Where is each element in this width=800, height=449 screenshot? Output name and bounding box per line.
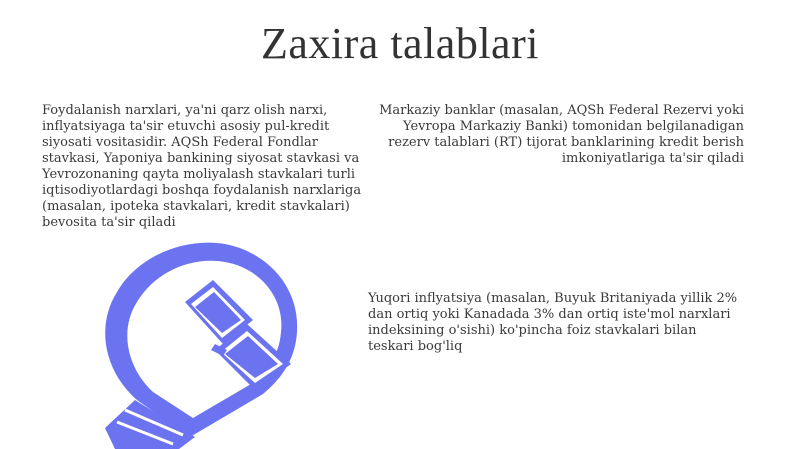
- lightbulb-book-icon: [95, 232, 315, 449]
- text-block-policy-rates: Foydalanish narxlari, ya'ni qarz olish narxi, inflyatsiyaga ta'sir etuvchi asosiy pul-kredit siyosati vositasidir. AQSh Federal Fondlar stavkasi, Yaponiya bankining siyosat stavkasi va Yevrozonaning qayta moliyalash stavkalari turli iqtisodiyotlardagi boshqa foydalanish narxlariga (masalan, ipoteka stavkalari, kredit stavkalari) bevosita ta'sir qiladi: [42, 103, 362, 230]
- slide-title: Zaxira talablari: [261, 19, 539, 68]
- text-block-reserve-requirements: Markaziy banklar (masalan, AQSh Federal Rezervi yoki Yevropa Markaziy Banki) tomonidan belgilanadigan rezerv talablari (RT) tijorat banklarining kredit berish imkoniyatlariga ta'sir qiladi: [379, 103, 744, 166]
- text-block-inflation: Yuqori inflyatsiya (masalan, Buyuk Britaniyada yillik 2% dan ortiq yoki Kanadada 3% dan ortiq iste'mol narxlari indeksining o'sishi) ko'pincha foiz stavkalari bilan teskari bog'liq: [368, 291, 738, 354]
